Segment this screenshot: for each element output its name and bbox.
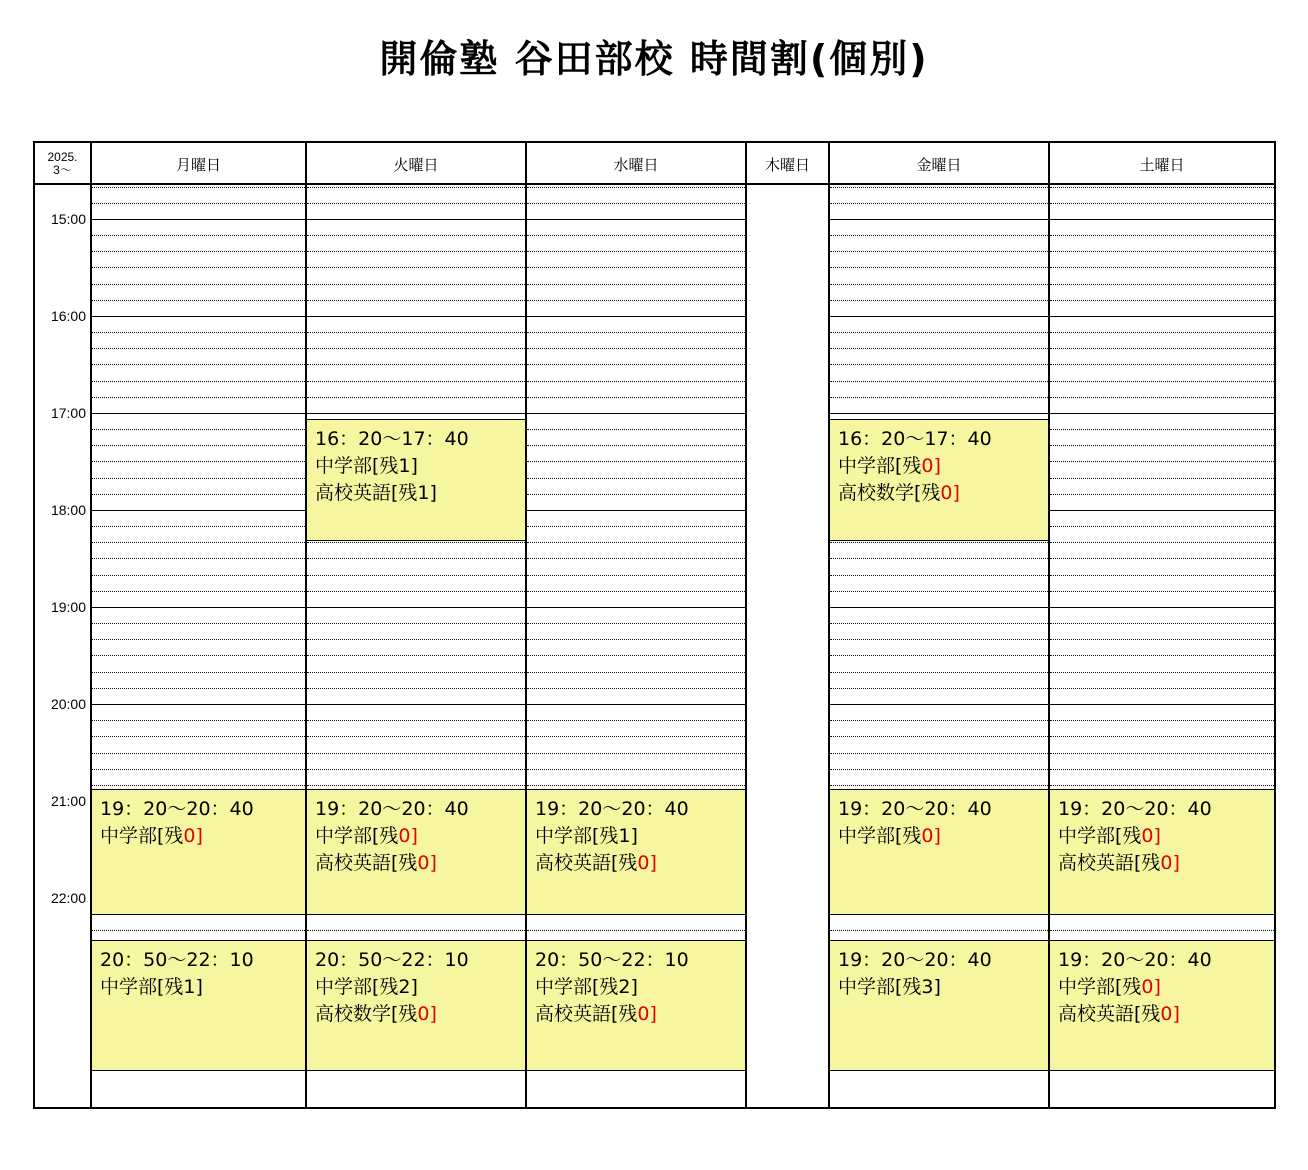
course-label: 中学部[残: [100, 824, 184, 847]
day-column-tuesday[interactable]: [307, 185, 527, 1109]
class-course-seats: [535, 974, 745, 1001]
class-course-seats: [535, 823, 745, 850]
seats-bracket-close: ]: [1153, 824, 1161, 847]
seats-bracket-close: ]: [410, 454, 418, 477]
seats-remaining-value: 0: [637, 1002, 650, 1025]
class-block[interactable]: [307, 789, 525, 915]
seats-bracket-close: ]: [195, 975, 203, 998]
seats-bracket-close: ]: [952, 481, 960, 504]
header-day-label: 土曜日: [1139, 156, 1185, 174]
seats-bracket-close: ]: [1172, 851, 1180, 874]
seats-remaining-value: 3: [921, 975, 934, 998]
time-label: 17:00: [50, 405, 86, 421]
course-label: 中学部[残: [100, 975, 184, 998]
class-course-seats: [315, 1001, 525, 1028]
course-label: 高校英語[残: [315, 481, 418, 504]
header-day-saturday: [1050, 143, 1274, 185]
class-time-range: 19：20〜20：40: [838, 949, 992, 971]
header-day-monday: [92, 143, 307, 185]
timetable-grid: [33, 141, 1276, 1109]
course-label: 中学部[残: [535, 975, 619, 998]
class-course-seats: [838, 974, 1048, 1001]
class-block[interactable]: [527, 940, 745, 1071]
timetable-body: [35, 185, 1274, 1109]
seats-remaining-value: 2: [618, 975, 631, 998]
seats-bracket-close: ]: [933, 824, 941, 847]
time-label: 18:00: [50, 502, 86, 518]
header-day-label: 木曜日: [764, 156, 810, 174]
seats-bracket-close: ]: [410, 975, 418, 998]
course-label: 中学部[残: [838, 975, 922, 998]
class-time-range: 16：20〜17：40: [838, 428, 992, 450]
seats-remaining-value: 0: [1141, 824, 1154, 847]
header-period-corner: [35, 143, 92, 185]
class-course-seats: [100, 823, 305, 850]
class-course-seats: [100, 974, 305, 1001]
seats-remaining-value: 0: [1160, 851, 1173, 874]
course-label: 高校英語[残: [315, 851, 418, 874]
class-course-seats: [838, 823, 1048, 850]
time-label: 21:00: [50, 793, 86, 809]
class-time-range: 19：20〜20：40: [100, 798, 254, 820]
header-period-line1: 2025.: [47, 150, 78, 165]
course-label: 中学部[残: [1058, 975, 1142, 998]
day-column-wednesday[interactable]: [527, 185, 747, 1109]
seats-remaining-value: 0: [921, 824, 934, 847]
seats-remaining-value: 0: [921, 454, 934, 477]
time-label: 22:00: [50, 890, 86, 906]
seats-bracket-close: ]: [429, 1002, 437, 1025]
time-gutter: [35, 185, 92, 1109]
seats-remaining-value: 1: [618, 824, 631, 847]
header-day-label: 火曜日: [393, 156, 439, 174]
seats-remaining-value: 0: [940, 481, 953, 504]
seats-remaining-value: 1: [183, 975, 196, 998]
seats-bracket-close: ]: [429, 481, 437, 504]
course-label: 高校英語[残: [535, 851, 638, 874]
class-block[interactable]: [830, 419, 1048, 541]
class-block[interactable]: [307, 419, 525, 541]
class-time-range: 19：20〜20：40: [1058, 949, 1212, 971]
seats-bracket-close: ]: [195, 824, 203, 847]
class-time-range: 20：50〜22：10: [315, 949, 469, 971]
seats-remaining-value: 2: [398, 975, 411, 998]
time-label: 16:00: [50, 308, 86, 324]
seats-bracket-close: ]: [429, 851, 437, 874]
seats-bracket-close: ]: [649, 851, 657, 874]
day-column-monday[interactable]: [92, 185, 307, 1109]
page-title: 開倫塾 谷田部校 時間割(個別): [379, 37, 929, 81]
course-label: 中学部[残: [315, 454, 399, 477]
class-time-range: 20：50〜22：10: [535, 949, 689, 971]
course-label: 高校英語[残: [1058, 851, 1161, 874]
time-label: 20:00: [50, 696, 86, 712]
course-label: 高校英語[残: [1058, 1002, 1161, 1025]
seats-bracket-close: ]: [933, 454, 941, 477]
seats-remaining-value: 1: [398, 454, 411, 477]
class-course-seats: [1058, 1001, 1274, 1028]
class-time-range: 19：20〜20：40: [838, 798, 992, 820]
class-course-seats: [535, 850, 745, 877]
class-course-seats: [838, 480, 1048, 507]
day-column-thursday[interactable]: [747, 185, 830, 1109]
course-label: 中学部[残: [1058, 824, 1142, 847]
class-block[interactable]: [830, 940, 1048, 1071]
header-day-friday: [830, 143, 1050, 185]
seats-bracket-close: ]: [1172, 1002, 1180, 1025]
seats-remaining-value: 0: [637, 851, 650, 874]
class-course-seats: [315, 823, 525, 850]
time-label: 15:00: [50, 211, 86, 227]
header-day-tuesday: [307, 143, 527, 185]
seats-bracket-close: ]: [630, 824, 638, 847]
day-column-saturday[interactable]: [1050, 185, 1274, 1109]
class-course-seats: [315, 974, 525, 1001]
seats-bracket-close: ]: [1153, 975, 1161, 998]
class-block[interactable]: [830, 789, 1048, 915]
class-time-range: 16：20〜17：40: [315, 428, 469, 450]
class-time-range: 19：20〜20：40: [1058, 798, 1212, 820]
class-block[interactable]: [1050, 789, 1274, 915]
seats-remaining-value: 0: [417, 851, 430, 874]
seats-remaining-value: 0: [183, 824, 196, 847]
header-day-thursday: [747, 143, 830, 185]
header-day-label: 水曜日: [613, 156, 659, 174]
timetable-header-row: [35, 143, 1274, 185]
class-course-seats: [535, 1001, 745, 1028]
class-time-range: 19：20〜20：40: [535, 798, 689, 820]
header-day-label: 金曜日: [916, 156, 962, 174]
seats-bracket-close: ]: [410, 824, 418, 847]
class-course-seats: [1058, 974, 1274, 1001]
class-block[interactable]: [307, 940, 525, 1071]
course-label: 中学部[残: [535, 824, 619, 847]
class-course-seats: [315, 480, 525, 507]
header-period-line2: 3〜: [53, 163, 72, 177]
header-day-label: 月曜日: [175, 156, 221, 174]
header-day-wednesday: [527, 143, 747, 185]
seats-bracket-close: ]: [649, 1002, 657, 1025]
day-column-friday[interactable]: [830, 185, 1050, 1109]
course-label: 中学部[残: [315, 975, 399, 998]
course-label: 高校数学[残: [838, 481, 941, 504]
class-course-seats: [1058, 823, 1274, 850]
class-time-range: 20：50〜22：10: [100, 949, 254, 971]
seats-bracket-close: ]: [630, 975, 638, 998]
seats-remaining-value: 0: [1141, 975, 1154, 998]
class-course-seats: [1058, 850, 1274, 877]
ruled-lines: [747, 185, 828, 1109]
course-label: 高校英語[残: [535, 1002, 638, 1025]
class-course-seats: [315, 850, 525, 877]
seats-remaining-value: 0: [417, 1002, 430, 1025]
class-block[interactable]: [92, 940, 305, 1071]
class-course-seats: [838, 453, 1048, 480]
class-block[interactable]: [92, 789, 305, 915]
course-label: 高校数学[残: [315, 1002, 418, 1025]
class-time-range: 19：20〜20：40: [315, 798, 469, 820]
class-course-seats: [315, 453, 525, 480]
course-label: 中学部[残: [315, 824, 399, 847]
seats-remaining-value: 0: [398, 824, 411, 847]
class-block[interactable]: [1050, 940, 1274, 1071]
seats-remaining-value: 1: [417, 481, 430, 504]
time-label: 19:00: [50, 599, 86, 615]
course-label: 中学部[残: [838, 824, 922, 847]
course-label: 中学部[残: [838, 454, 922, 477]
seats-remaining-value: 0: [1160, 1002, 1173, 1025]
class-block[interactable]: [527, 789, 745, 915]
seats-bracket-close: ]: [933, 975, 941, 998]
